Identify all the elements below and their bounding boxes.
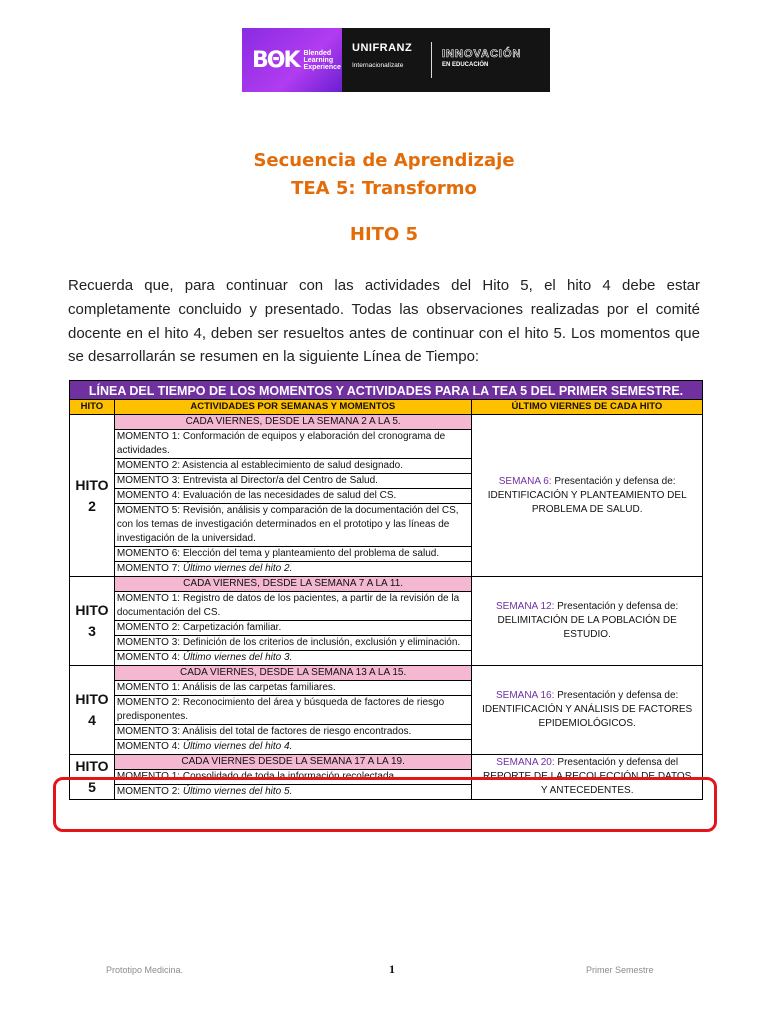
moment-row: MOMENTO 1: Análisis de las carpetas familiares. <box>115 681 471 696</box>
blended-logo-text: Blended Learning Experience <box>303 49 341 71</box>
period-row: CADA VIERNES DESDE LA SEMANA 17 A LA 19. <box>115 755 471 770</box>
col-header-ultimo-viernes: ÚLTIMO VIERNES DE CADA HITO <box>511 401 663 412</box>
header-banner <box>242 28 550 92</box>
moment-row: MOMENTO 1: Registro de datos de los pacientes, a partir de la revisión de la documentación del CS. <box>115 592 471 621</box>
moment-row: MOMENTO 2: Reconocimiento del área y búsqueda de factores de riesgo predisponentes. <box>115 696 471 725</box>
col-header-actividades: ACTIVIDADES POR SEMANAS Y MOMENTOS <box>115 400 472 414</box>
footer-left: Prototipo Medicina. <box>106 965 184 975</box>
hito-5-highlight-box <box>53 777 717 832</box>
semana-label: SEMANA 16: <box>496 690 555 701</box>
blended-logo-mark: BΘK <box>252 47 299 73</box>
moment-row: MOMENTO 5: Revisión, análisis y comparación de la documentación del CS, con los temas de investigación determinados en el prototipo y las líneas de investigación de la universidad. <box>115 504 471 547</box>
hito-label: HITO 3 <box>70 577 115 665</box>
intro-paragraph: Recuerda que, para continuar con las actividades del Hito 5, el hito 4 debe estar completamente concluido y presentado. Todas las observaciones realizadas por el comité docente en el hito 4, deben ser resueltos antes de continuar con el hito 5. Los momentos que se desarrollarán se resumen en la siguiente Línea de Tiempo: <box>68 277 700 366</box>
footer-right: Primer Semestre <box>586 965 654 975</box>
period-row: CADA VIERNES, DESDE LA SEMANA 2 A LA 5. <box>115 415 471 430</box>
timeline-title: LÍNEA DEL TIEMPO DE LOS MOMENTOS Y ACTIVIDADES PARA LA TEA 5 DEL PRIMER SEMESTRE. <box>69 380 703 400</box>
presentation-cell: SEMANA 6: Presentación y defensa de: IDENTIFICACIÓN Y PLANTEAMIENTO DEL PROBLEMA DE SALUD. <box>472 415 703 576</box>
moment-row: MOMENTO 6: Elección del tema y planteamiento del problema de salud. <box>115 547 471 562</box>
moment-row: MOMENTO 4: Evaluación de las necesidades de salud del CS. <box>115 489 471 504</box>
moment-row: MOMENTO 4: Último viernes del hito 4. <box>116 741 293 752</box>
unifranz-logo <box>342 28 427 92</box>
blended-learning-logo <box>242 28 342 92</box>
timeline-column-headers <box>69 400 703 415</box>
moment-row: MOMENTO 7: Último viernes del hito 2. <box>116 563 293 574</box>
activities-list <box>115 577 472 665</box>
presentation-cell: SEMANA 20: Presentación y defensa del REPORTE DE LA RECOLECCIÓN DE DATOS Y ANTECEDENTES. <box>472 755 703 799</box>
innovation-title: INNOVACIÓN <box>442 48 522 60</box>
presentation-cell: SEMANA 12: Presentación y defensa de: DELIMITACIÓN DE LA POBLACIÓN DE ESTUDIO. <box>472 577 703 665</box>
semana-label: SEMANA 12: <box>496 601 555 612</box>
university-tagline: Internacionalízate <box>352 62 404 69</box>
timeline-group-hito-2 <box>69 415 703 577</box>
moment-row: MOMENTO 2: Último viernes del hito 5. <box>116 786 293 797</box>
timeline-group-hito-3 <box>69 577 703 666</box>
presentation-cell: SEMANA 16: Presentación y defensa de: IDENTIFICACIÓN Y ANÁLISIS DE FACTORES EPIDEMIOLÓGICOS. <box>472 666 703 754</box>
document-title: Secuencia de Aprendizaje <box>253 150 515 171</box>
innovation-subtitle: EN EDUCACIÓN <box>442 62 489 68</box>
activities-list <box>115 666 472 754</box>
timeline-group-hito-4 <box>69 666 703 755</box>
hito-label: HITO 2 <box>70 415 115 576</box>
hito-label: HITO 5 <box>70 755 115 799</box>
col-header-hito: HITO <box>70 400 115 414</box>
timeline-table <box>69 380 703 800</box>
period-row: CADA VIERNES, DESDE LA SEMANA 13 A LA 15. <box>115 666 471 681</box>
hito-heading: HITO 5 <box>349 224 419 245</box>
semana-label: SEMANA 20: <box>496 757 555 768</box>
moment-row: MOMENTO 4: Último viernes del hito 3. <box>116 652 293 663</box>
moment-row: MOMENTO 2: Carpetización familiar. <box>115 621 471 636</box>
period-row: CADA VIERNES, DESDE LA SEMANA 7 A LA 11. <box>115 577 471 592</box>
moment-row: MOMENTO 3: Entrevista al Director/a del Centro de Salud. <box>115 474 471 489</box>
university-name: UNIFRANZ <box>352 42 413 54</box>
page-number: 1 <box>389 962 395 976</box>
moment-row: MOMENTO 2: Asistencia al establecimiento de salud designado. <box>115 459 471 474</box>
moment-row: MOMENTO 1: Consolidado de toda la información recolectada. <box>115 770 471 785</box>
banner-divider <box>431 42 432 78</box>
hito-label: HITO 4 <box>70 666 115 754</box>
semana-label: SEMANA 6: <box>498 475 552 487</box>
moment-row: MOMENTO 1: Conformación de equipos y elaboración del cronograma de actividades. <box>115 430 471 459</box>
moment-row: MOMENTO 3: Definición de los criterios de inclusión, exclusión y eliminación. <box>115 636 471 651</box>
document-subtitle: TEA 5: Transformo <box>291 178 477 199</box>
moment-row: MOMENTO 3: Análisis del total de factores de riesgo encontrados. <box>115 725 471 740</box>
activities-list <box>115 415 472 576</box>
innovation-logo <box>436 28 521 92</box>
